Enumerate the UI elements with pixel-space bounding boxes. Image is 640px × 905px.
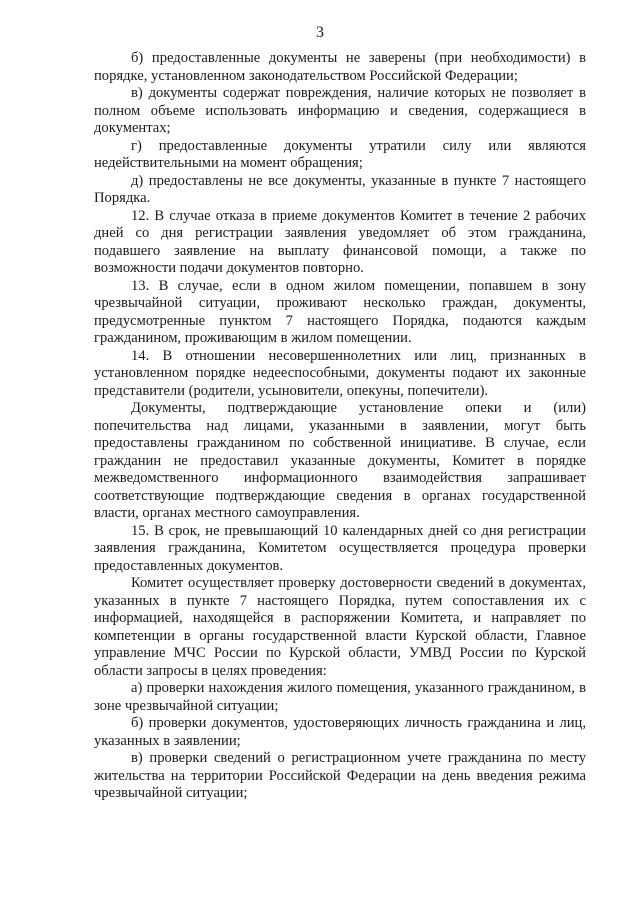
paragraph-b-not-certified: б) предоставленные документы не заверены (при необходимости) в порядке, установленном законодательством Российской Федерации; xyxy=(94,50,586,84)
paragraph-d-incomplete: д) предоставлены не все документы, указанные в пункте 7 настоящего Порядка. xyxy=(94,172,586,206)
document-body xyxy=(94,50,586,803)
paragraph-a-housing-check: а) проверки нахождения жилого помещения, указанного гражданином, в зоне чрезвычайной ситуации; xyxy=(94,680,586,714)
paragraph-v-registration-check: в) проверки сведений о регистрационном учете гражданина по месту жительства на территории Российской Федерации на день введения режима чрезвычайной ситуации; xyxy=(94,750,586,801)
paragraph-13-several-citizens: 13. В случае, если в одном жилом помещении, попавшем в зону чрезвычайной ситуации, проживают несколько граждан, документы, предусмотренные пунктом 7 настоящего Порядка, подаются каждым гражданином, проживающим в жилом помещении. xyxy=(94,277,586,346)
paragraph-b-identity-check: б) проверки документов, удостоверяющих личность гражданина и лиц, указанных в заявлении; xyxy=(94,715,586,749)
paragraph-12-refusal: 12. В случае отказа в приеме документов Комитет в течение 2 рабочих дней со дня регистрации заявления уведомляет об этом гражданина, подавшего заявление на выплату финансовой помощи, а также по возможности подачи документов повторно. xyxy=(94,207,586,276)
paragraph-committee-check: Комитет осуществляет проверку достоверности сведений в документах, указанных в пункте 7 настоящего Порядка, путем сопоставления их с информацией, находящейся в распоряжении Комитета, и направляет по компетенции в органы государственной власти Курской области, Главное управление МЧС России по Курской области, УМВД России по Курской области запросы в целях проведения: xyxy=(94,575,586,679)
paragraph-v-damaged: в) документы содержат повреждения, наличие которых не позволяет в полном объеме использовать информацию и сведения, содержащиеся в документах; xyxy=(94,85,586,136)
page-number: 3 xyxy=(316,24,324,41)
paragraph-g-invalid: г) предоставленные документы утратили силу или являются недействительными на момент обращения; xyxy=(94,137,586,171)
paragraph-14-representatives: 14. В отношении несовершеннолетних или лиц, признанных в установленном порядке недееспособными, документы подают их законные представители (родители, усыновители, опекуны, попечители). xyxy=(94,347,586,399)
paragraph-15-verification-term: 15. В срок, не превышающий 10 календарных дней со дня регистрации заявления гражданина, Комитетом осуществляется процедура проверки предоставленных документов. xyxy=(94,522,586,574)
paragraph-guardianship-docs: Документы, подтверждающие установление опеки и (или) попечительства над лицами, указанными в заявлении, могут быть предоставлены гражданином по собственной инициативе. В случае, если гражданин не предоставил указанные документы, Комитет в порядке межведомственного информационного взаимодействия запрашивает соответствующие подтверждающие сведения в органах государственной власти, органах местного самоуправления. xyxy=(94,400,586,521)
